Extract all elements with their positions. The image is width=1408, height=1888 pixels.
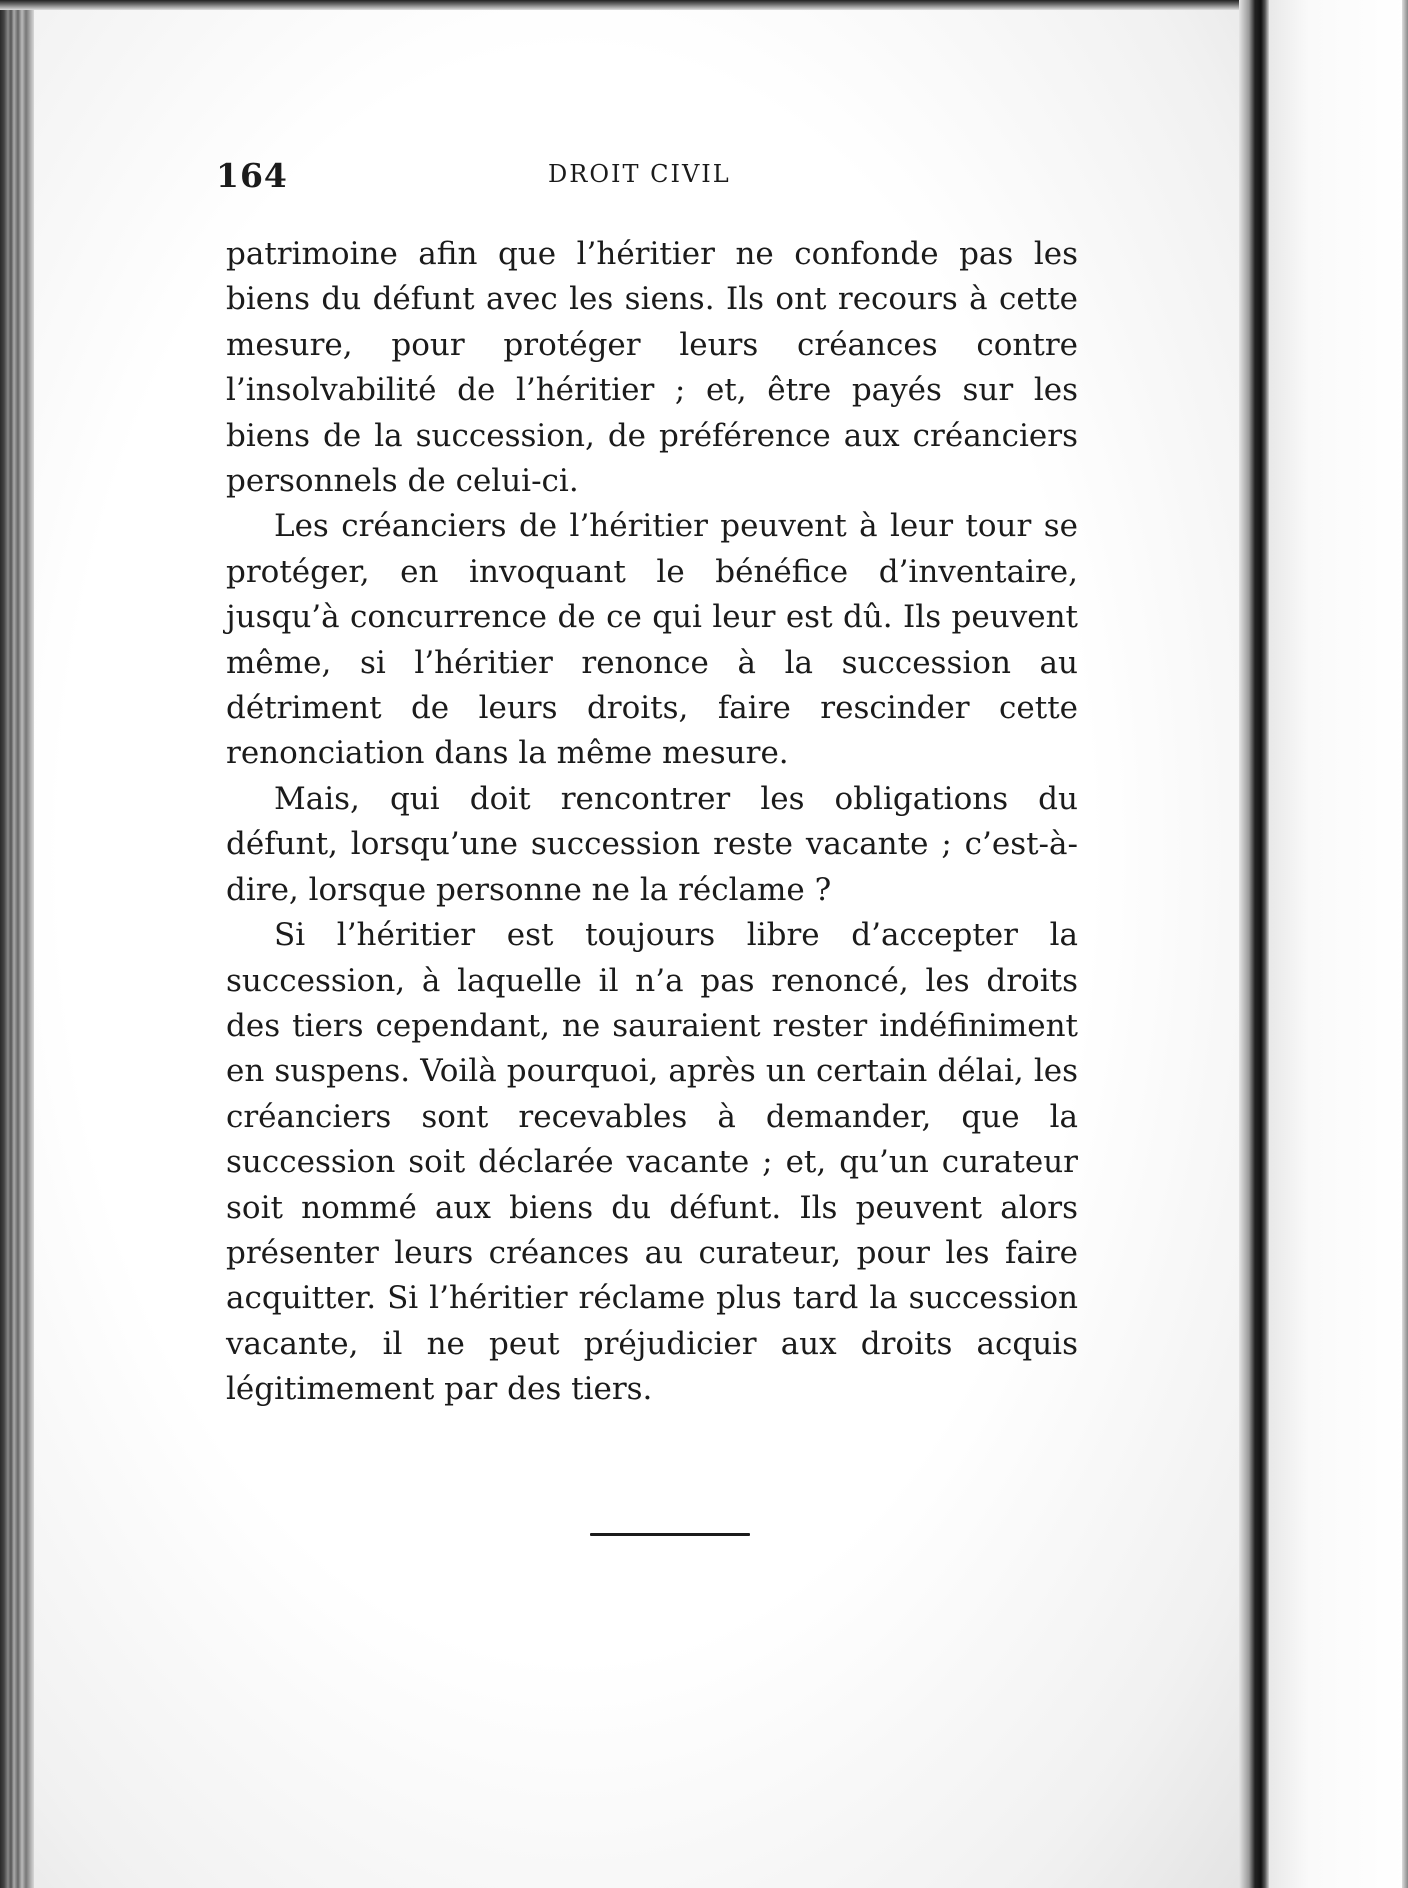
body-text xyxy=(226,232,1078,1413)
scan-top-edge xyxy=(0,0,1408,10)
paragraph-succession-vacante: Si l’héritier est toujours libre d’accepter la succession, à laquelle il n’a pas renoncé, les droits des tiers cependant, ne sauraient rester indéfiniment en suspens. Voilà pourquoi, après un certain délai, les créanciers sont recevables à demander, que la succession soit déclarée vacante ; et, qu’un curateur soit nommé aux biens du défunt. Ils peuvent alors présenter leurs créances au curateur, pour les faire acquitter. Si l’héritier réclame plus tard la succession vacante, il ne peut préjudicier aux droits acquis légitimement par des tiers. xyxy=(226,917,1078,1408)
end-rule xyxy=(590,1533,750,1536)
running-head: DROIT CIVIL xyxy=(548,160,731,188)
paragraph-question: Mais, qui doit rencontrer les obligations du défunt, lorsqu’une succession reste vacante ; c’est-à-dire, lorsque personne ne la réclame ? xyxy=(226,780,1078,908)
paragraph-continuation: patrimoine afin que l’héritier ne confonde pas les biens du défunt avec les siens. Ils ont recours à cette mesure, pour protéger leurs créances contre l’insolvabilité de l’héritier ; et, être payés sur les biens de la succession, de préférence aux créanciers personnels de celui-ci. xyxy=(226,236,1078,500)
page-number: 164 xyxy=(216,156,288,195)
book-gutter xyxy=(1239,0,1269,1888)
paragraph-creanciers: Les créanciers de l’héritier peuvent à leur tour se protéger, en invoquant le bénéfice d’inventaire, jusqu’à concurrence de ce qui leur est dû. Ils peuvent même, si l’héritier renonce à la succession au détriment de leurs droits, faire rescinder cette renonciation dans la même mesure. xyxy=(226,508,1078,772)
book-left-edge xyxy=(0,0,34,1888)
right-page-edge xyxy=(1269,0,1408,1888)
